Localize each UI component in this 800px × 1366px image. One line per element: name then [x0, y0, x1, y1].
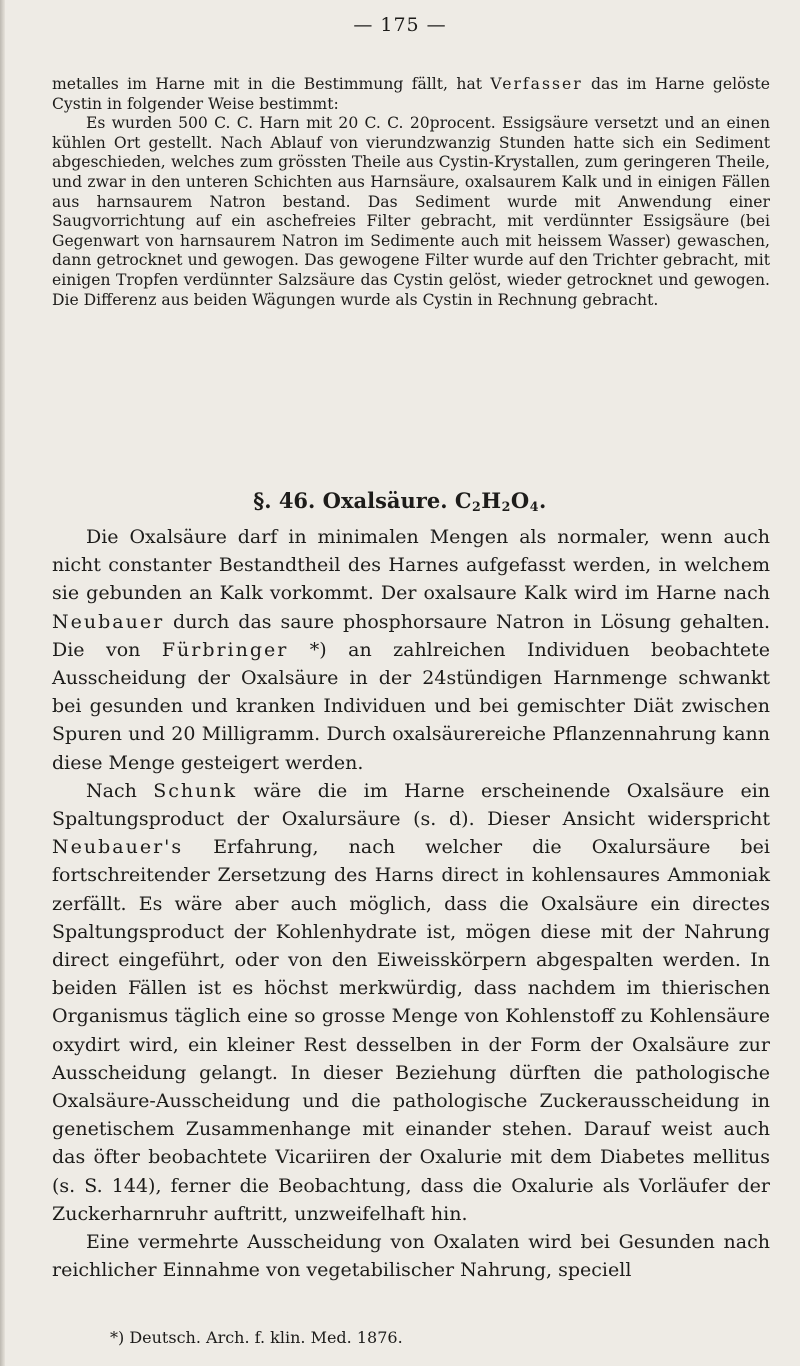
author-schunk: Schunk	[153, 779, 238, 802]
body-paragraph-1	[52, 523, 770, 777]
intro-line-start: metalles im Harne mit in die Bestimmung fällt, hat	[52, 75, 491, 93]
intro-opening-text	[52, 75, 770, 114]
formula-end: .	[538, 488, 547, 513]
p1-text-b: durch das saure phosphorsaure Natron in Lösung gehalten. Die von	[52, 610, 770, 661]
body-paragraph-2	[52, 777, 770, 1228]
author-neubauers: Neubauer's	[52, 836, 184, 859]
formula-oxygen-count: 4	[529, 499, 539, 514]
author-name: Verfasser	[490, 75, 583, 93]
formula-hydrogen-count: 2	[501, 499, 511, 514]
intro-block	[52, 75, 770, 310]
main-text-block	[52, 523, 770, 1284]
footnote: *) Deutsch. Arch. f. klin. Med. 1876.	[110, 1328, 403, 1347]
cystin-method-paragraph: Es wurden 500 C. C. Harn mit 20 C. C. 20procent. Essigsäure versetzt und an einen kühlen Ort gestellt. Nach Ablauf von vierundzwanzig Stunden hatte sich ein Sediment abgeschieden, welches zum grössten Theile aus Cystin-Krystallen, zum geringeren Theile, und zwar in den unteren Schichten aus Harnsäure, oxalsaurem Kalk und in einigen Fällen aus harnsaurem Natron bestand. Das Sediment wurde mit Anwendung einer Saugvorrichtung auf ein aschefreies Filter gebracht, mit verdünnter Essigsäure (bei Gegenwart von harnsaurem Natron im Sedimente auch mit heissem Wasser) gewaschen, dann getrocknet und gewogen. Das gewogene Filter wurde auf den Trichter gebracht, mit einigen Tropfen verdünnter Salzsäure das Cystin gelöst, wieder getrocknet und gewogen. Die Differenz aus beiden Wägungen wurde als Cystin in Rechnung gebracht.	[52, 114, 770, 309]
p1-text-c: *) an zahlreichen Individuen beobachtete Ausscheidung der Oxalsäure in der 24stündigen Harnmenge schwankt bei gesunden und kranken Individuen und bei gemischter Diät zwischen Spuren und 20 Milligramm. Durch oxalsäurereiche Pflanzennahrung kann diese Menge gesteigert werden.	[52, 638, 771, 774]
page-number: — 175 —	[353, 14, 447, 36]
intro-line-end: das im Harne gelöste Cystin in folgender Weise bestimmt:	[52, 75, 770, 113]
body-paragraph-3: Eine vermehrte Ausscheidung von Oxalaten wird bei Gesunden nach reichlicher Einnahme von vegetabilischer Nahrung, speciell	[52, 1231, 770, 1282]
formula-oxygen: O	[510, 488, 530, 513]
p1-text-a: Die Oxalsäure darf in minimalen Mengen als normaler, wenn auch nicht constanter Bestandtheil des Harnes aufgefasst werden, in welchem sie gebunden an Kalk vorkommt. Der oxalsaure Kalk wird im Harne nach	[52, 526, 770, 605]
p2-text-a: Nach	[86, 779, 154, 802]
page-spine-shadow	[0, 0, 5, 1366]
section-heading	[0, 488, 800, 514]
section-label: §. 46. Oxalsäure.	[253, 488, 455, 513]
formula-carbon: C	[454, 488, 473, 513]
formula-hydrogen: H	[481, 488, 502, 513]
p2-text-b: wäre die im Harne erscheinende Oxalsäure ein Spaltungsproduct der Oxalursäure (s. d). Dieser Ansicht widerspricht	[52, 779, 771, 831]
formula-carbon-count: 2	[472, 499, 482, 514]
author-fuerbringer: Fürbringer	[161, 638, 289, 661]
author-neubauer: Neubauer	[52, 610, 165, 633]
p2-text-c: Erfahrung, nach welcher die Oxalursäure bei fortschreitender Zersetzung des Harns direct in kohlensaures Ammoniak zerfällt. Es wäre aber auch möglich, dass die Oxalsäure ein directes Spaltungsproduct der Kohlenhydrate ist, mögen diese mit der Nahrung direct eingeführt, oder von den Eiweisskörpern abgespalten werden. In beiden Fällen ist es höchst merkwürdig, dass nachdem im thierischen Organismus täglich eine so grosse Menge von Kohlenstoff zu Kohlensäure oxydirt wird, ein kleiner Rest desselben in der Form der Oxalsäure zur Ausscheidung gelangt. In dieser Beziehung dürften die pathologische Oxalsäure-Ausscheidung und die pathologische Zuckerausscheidung in genetischem Zusammenhange mit einander stehen. Darauf weist auch das öfter beobachtete Vicariiren der Oxalurie mit dem Diabetes mellitus (s. S. 144), ferner die Beobachtung, dass die Oxalurie als Vorläufer der Zuckerharnruhr auftritt, unzweifelhaft hin.	[52, 836, 770, 1225]
chemical-formula	[455, 488, 547, 513]
